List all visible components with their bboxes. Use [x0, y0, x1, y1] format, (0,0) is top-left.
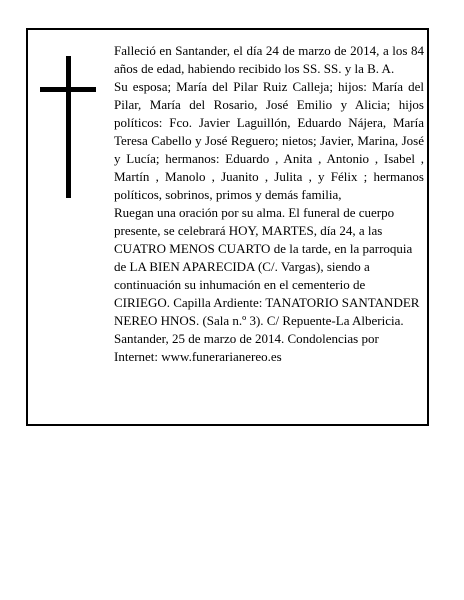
funeral-details: Ruegan una oración por su alma. El funeral de cuerpo presente, se celebrará HOY, MARTES, día 24, a las CUATRO MENOS CUARTO de la tarde, en la parroquia de LA BIEN APARECIDA (C/. Vargas), siendo a continuación su inhumación en el cementerio de CIRIEGO. Capilla Ardiente: TANATORIO SANTANDER NEREO HNOS. (Sala n.º 3). C/ Repuente-La Albericia.	[114, 205, 420, 328]
cross-horizontal-bar	[40, 87, 96, 92]
date-and-condolences: Santander, 25 de marzo de 2014. Condolencias por Internet: www.funerarianereo.es	[114, 331, 379, 364]
notice-text	[114, 42, 424, 366]
death-announcement: Falleció en Santander, el día 24 de marzo de 2014, a los 84 años de edad, habiendo recibido los SS. SS. y la B. A.	[114, 43, 424, 76]
latin-cross-icon	[40, 56, 96, 198]
obituary-notice	[26, 28, 429, 426]
cross-vertical-bar	[66, 56, 71, 198]
family-list: Su esposa; María del Pilar Ruiz Calleja; hijos: María del Pilar, María del Rosario, José Emilio y Alicia; hijos políticos: Fco. Javier Laguillón, Eduardo Nájera, María Teresa Cabello y José Reguero; nietos; Javier, Marina, José y Lucía; hermanos: Eduardo , Anita , Antonio , Isabel , Martín , Manolo , Juanito , Julita , y Félix ; hermanos políticos, sobrinos, primos y demás familia,	[114, 79, 424, 202]
